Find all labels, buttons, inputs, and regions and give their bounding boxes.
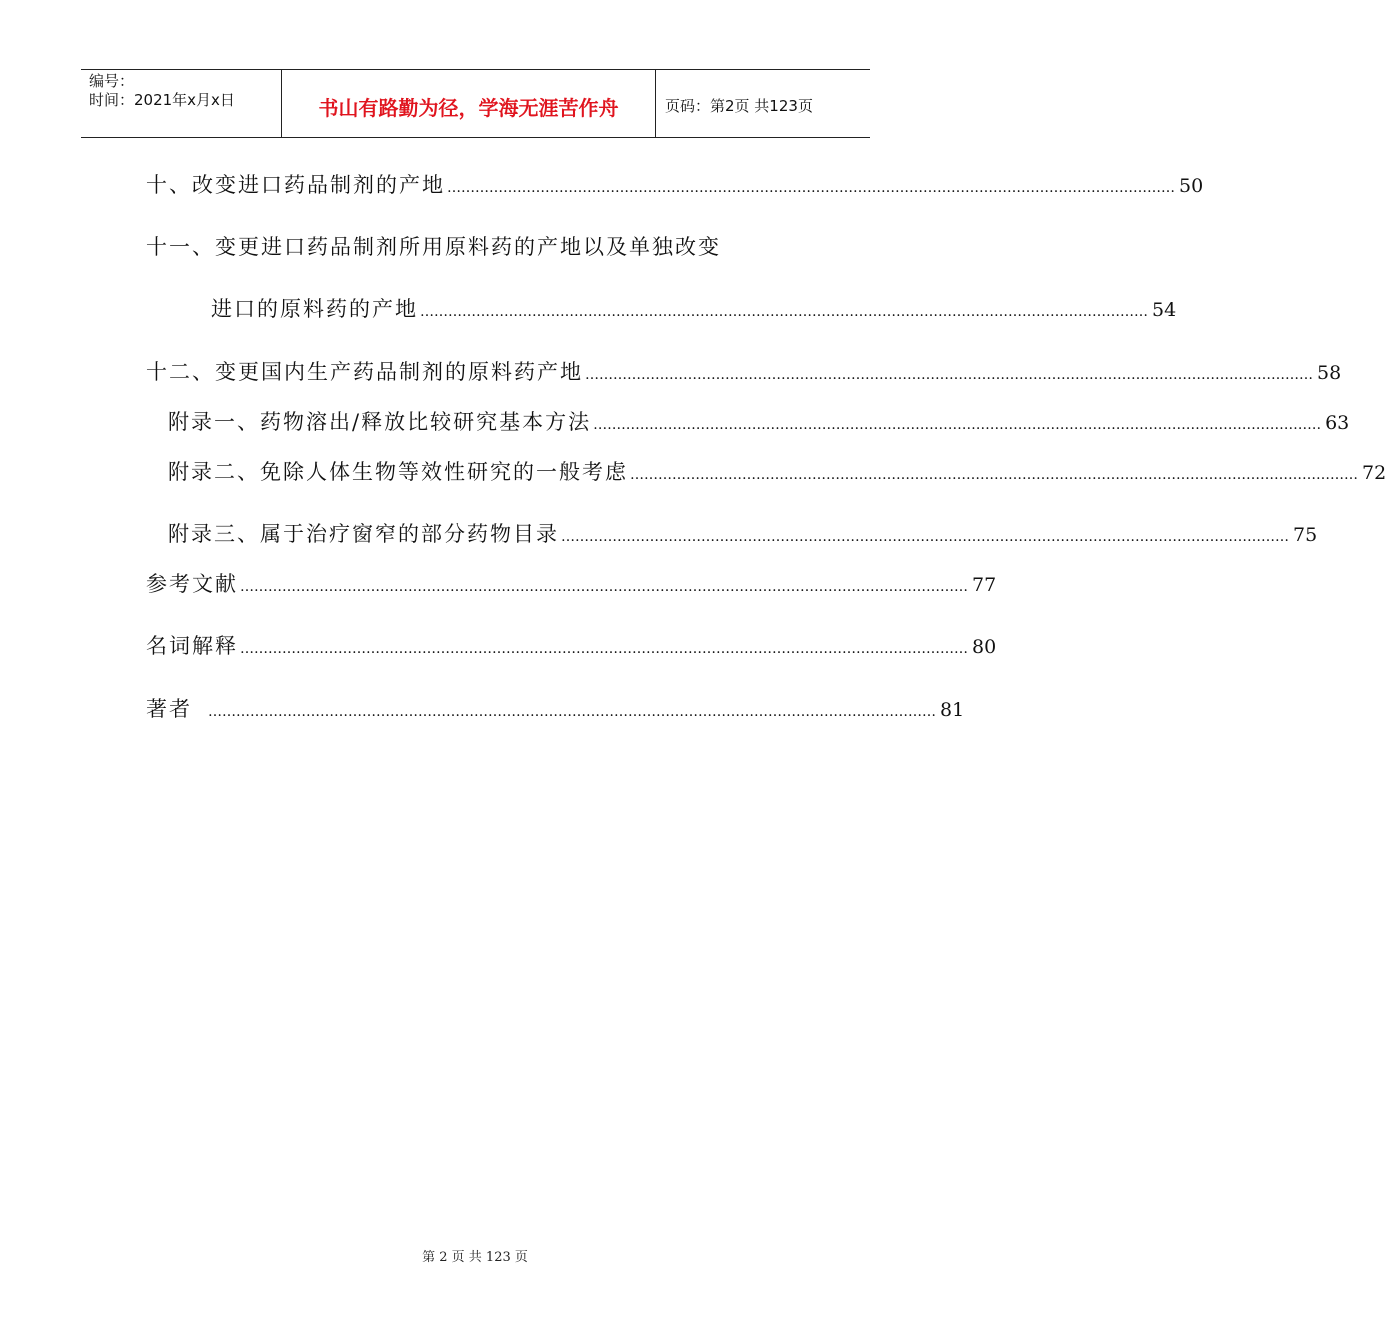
toc-entry[interactable] bbox=[168, 517, 1318, 551]
toc-entry-page: 72 bbox=[1362, 462, 1386, 484]
toc-entry-title: 名词解释 bbox=[146, 634, 238, 658]
toc-entry-page: 80 bbox=[972, 636, 997, 658]
toc-entry-leader: ………………………………………………………………………………………………………………………………………… bbox=[630, 467, 1358, 483]
toc-entry-leader: ………………………………………………………………………………………………………………………………………… bbox=[585, 367, 1313, 383]
header-page-info: 页码：第2页 共123页 bbox=[665, 97, 813, 115]
toc-entry-leader: ………………………………………………………………………………………………………………………………………… bbox=[240, 641, 968, 657]
toc-entry-leader: ………………………………………………………………………………………………………………………………………… bbox=[420, 304, 1148, 320]
toc-entry-page: 54 bbox=[1152, 299, 1177, 321]
toc-entry-page: 77 bbox=[972, 574, 997, 596]
toc-entry-leader: ………………………………………………………………………………………………………………………………………… bbox=[561, 529, 1289, 545]
toc-entry[interactable] bbox=[146, 692, 965, 726]
header-page-cell bbox=[655, 70, 870, 137]
toc-entry-leader: ………………………………………………………………………………………………………………………………………… bbox=[593, 417, 1322, 433]
header-motto: 书山有路勤为径，学海无涯苦作舟 bbox=[318, 96, 619, 120]
toc-entry-page: 58 bbox=[1317, 362, 1342, 384]
toc-entry-leader: ………………………………………………………………………………………………………………………………………… bbox=[240, 579, 968, 595]
toc-entry-title: 十一、变更进口药品制剂所用原料药的产地以及单独改变 bbox=[146, 235, 721, 259]
header-number-label: 编号： bbox=[89, 72, 135, 90]
toc-entry-title: 十、改变进口药品制剂的产地 bbox=[146, 173, 445, 197]
page-footer: 第 2 页 共 123 页 bbox=[422, 1250, 528, 1265]
toc-entry-title: 附录一、药物溶出/释放比较研究基本方法 bbox=[168, 410, 592, 434]
toc-entry-title: 著者 bbox=[146, 697, 192, 721]
header-time-label: 时间：2021年x月x日 bbox=[89, 91, 235, 109]
toc-entry[interactable] bbox=[146, 567, 997, 601]
toc-entry[interactable] bbox=[211, 292, 1177, 326]
toc-entry[interactable] bbox=[146, 629, 997, 663]
toc-entry-page: 81 bbox=[940, 699, 965, 721]
toc-entry-leader: ………………………………………………………………………………………………………………………………………… bbox=[208, 704, 936, 720]
toc-entry-title: 十二、变更国内生产药品制剂的原料药产地 bbox=[146, 360, 583, 384]
header-meta-cell bbox=[81, 70, 281, 137]
toc-entry-title: 附录三、属于治疗窗窄的部分药物目录 bbox=[168, 522, 559, 546]
toc-entry-title: 附录二、免除人体生物等效性研究的一般考虑 bbox=[168, 460, 628, 484]
toc-entry[interactable] bbox=[168, 455, 1386, 489]
toc-entry-page: 75 bbox=[1293, 524, 1318, 546]
toc-entry-leader: ………………………………………………………………………………………………………………………………………… bbox=[447, 180, 1175, 196]
toc-entry-title: 进口的原料药的产地 bbox=[211, 297, 418, 321]
header-motto-cell bbox=[281, 70, 656, 137]
page-header bbox=[81, 69, 870, 138]
toc-entry[interactable] bbox=[168, 405, 1350, 439]
toc-entry-title: 参考文献 bbox=[146, 572, 238, 596]
toc-entry-page: 63 bbox=[1325, 412, 1350, 434]
toc-entry[interactable] bbox=[146, 230, 792, 264]
toc-entry-page: 50 bbox=[1179, 175, 1204, 197]
toc-entry[interactable] bbox=[146, 355, 1342, 389]
toc-entry[interactable] bbox=[146, 168, 1204, 202]
